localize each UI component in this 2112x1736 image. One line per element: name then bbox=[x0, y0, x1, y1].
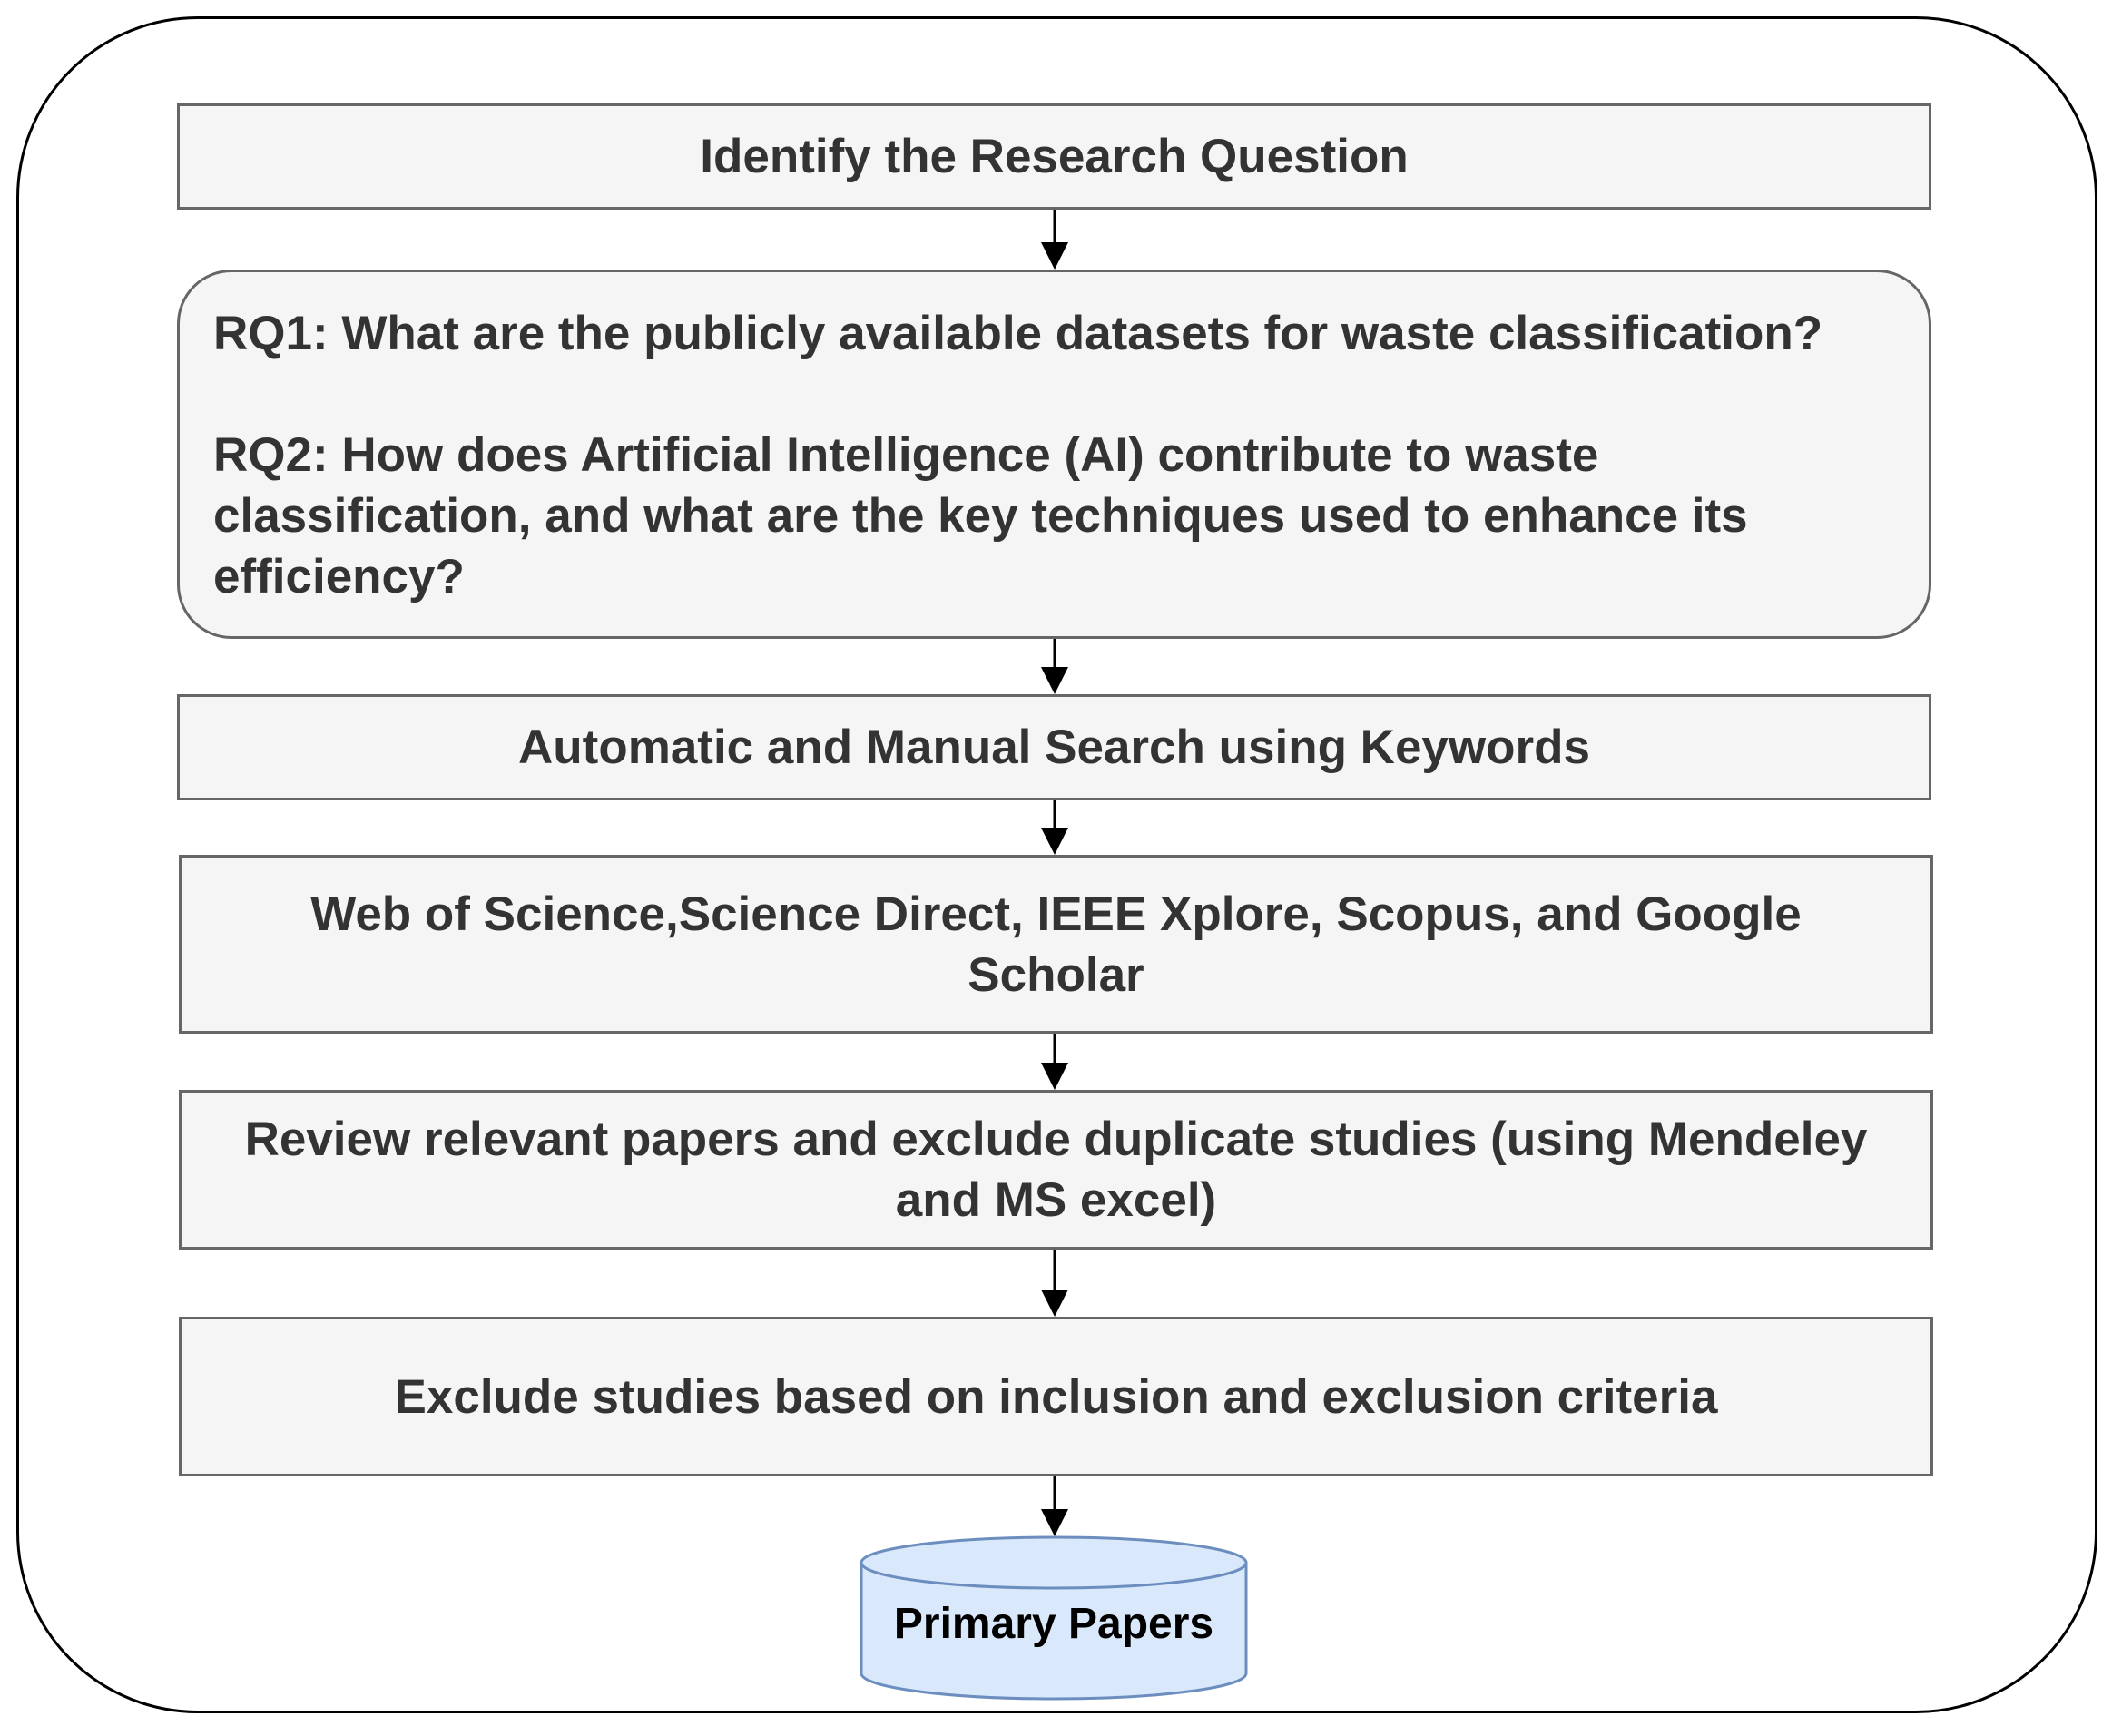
keyword-search-label: Automatic and Manual Search using Keywords bbox=[518, 721, 1590, 774]
identify-research-question-box bbox=[177, 103, 1931, 210]
rq2-text-line-3: efficiency? bbox=[213, 550, 465, 603]
review-papers-label-line-2: and MS excel) bbox=[895, 1173, 1217, 1227]
databases-label-line-2: Scholar bbox=[968, 947, 1144, 1002]
review-papers-box bbox=[179, 1090, 1933, 1250]
review-papers-label-line-1: Review relevant papers and exclude duplicate studies (using Mendeley bbox=[244, 1113, 1868, 1166]
research-questions-box bbox=[177, 270, 1931, 639]
rq2-text-line-2: classification, and what are the key techniques used to enhance its bbox=[213, 489, 1748, 543]
identify-research-question-label: Identify the Research Question bbox=[700, 130, 1409, 183]
keyword-search-box bbox=[177, 694, 1931, 800]
databases-box bbox=[179, 855, 1933, 1034]
exclude-studies-label: Exclude studies based on inclusion and exclusion criteria bbox=[394, 1369, 1718, 1424]
exclude-studies-box bbox=[179, 1317, 1933, 1476]
primary-papers-label: Primary Papers bbox=[893, 1600, 1214, 1648]
databases-label-line-1: Web of Science,Science Direct, IEEE Xplore, Scopus, and Google bbox=[310, 887, 1802, 941]
rq1-text: RQ1: What are the publicly available datasets for waste classification? bbox=[213, 307, 1823, 360]
rq2-text-line-1: RQ2: How does Artificial Intelligence (AI) contribute to waste bbox=[213, 428, 1599, 482]
